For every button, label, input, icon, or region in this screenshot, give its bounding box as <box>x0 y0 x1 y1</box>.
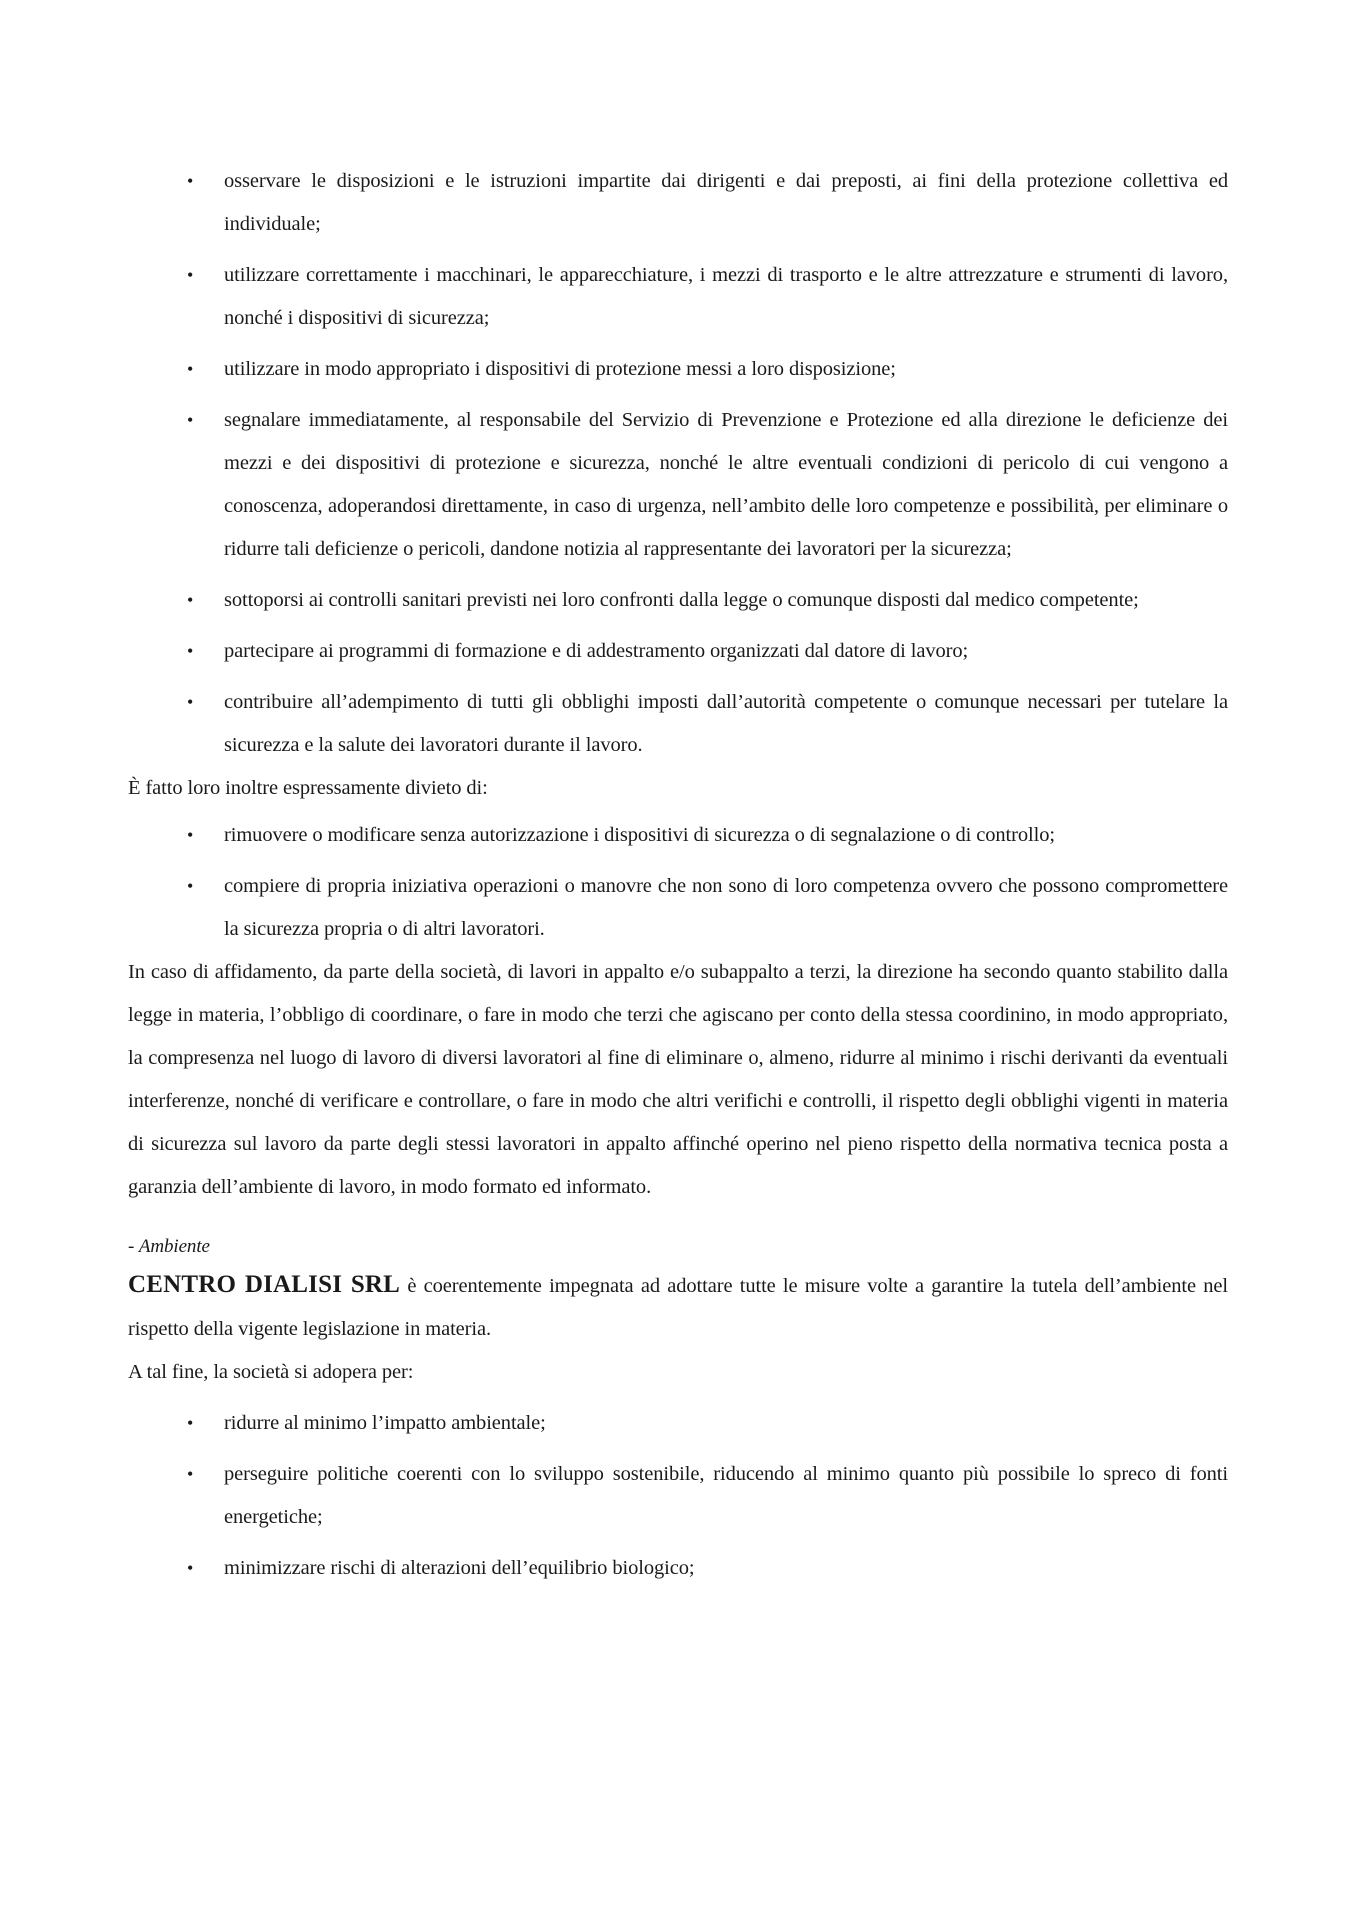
environment-list <box>128 1402 1228 1590</box>
list-item <box>128 865 1228 951</box>
list-item-text: utilizzare in modo appropriato i dispositivi di protezione messi a loro disposizione; <box>224 358 896 380</box>
list-item <box>128 1453 1228 1539</box>
bullet-icon: • <box>187 692 194 712</box>
list-item-text: partecipare ai programmi di formazione e di addestramento organizzati dal datore di lavoro; <box>224 640 969 662</box>
bullet-icon: • <box>187 590 194 610</box>
list-item <box>128 579 1228 622</box>
list-item-text: osservare le disposizioni e le istruzioni impartite dai dirigenti e dai preposti, ai fini della protezione collettiva ed individuale; <box>224 170 1228 235</box>
list-item <box>128 1547 1228 1590</box>
bullet-icon: • <box>187 876 194 896</box>
bullet-icon: • <box>187 1413 194 1433</box>
contracting-paragraph: In caso di affidamento, da parte della società, di lavori in appalto e/o subappalto a terzi, la direzione ha secondo quanto stabilito dalla legge in materia, l’obbligo di coordinare, o fare in modo che terzi che agiscano per conto della stessa coordinino, in modo appropriato, la compresenza nel luogo di lavoro di diversi lavoratori al fine di eliminare o, almeno, ridurre al minimo i rischi derivanti da eventuali interferenze, nonché di verificare e controllare, o fare in modo che altri verifichi e controlli, il rispetto degli obblighi vigenti in materia di sicurezza sul lavoro da parte degli stessi lavoratori in appalto affinché operino nel pieno rispetto della normativa tecnica posta a garanzia dell’ambiente di lavoro, in modo formato ed informato. <box>128 961 1228 1198</box>
environment-intro: A tal fine, la società si adopera per: <box>128 1361 414 1383</box>
prohibition-intro: È fatto loro inoltre espressamente divieto di: <box>128 777 488 799</box>
environment-paragraph <box>128 1263 1228 1351</box>
list-item-text: segnalare immediatamente, al responsabile del Servizio di Prevenzione e Protezione ed alla direzione le deficienze dei mezzi e dei dispositivi di protezione e sicurezza, nonché le altre eventuali condizioni di pericolo di cui vengono a conoscenza, adoperandosi direttamente, in caso di urgenza, nell’ambito delle loro competenze e possibilità, per eliminare o ridurre tali deficienze o pericoli, dandone notizia al rappresentante dei lavoratori per la sicurezza; <box>224 409 1228 560</box>
environment-paragraph-text: è coerentemente impegnata ad adottare tutte le misure volte a garantire la tutela dell’ambiente nel rispetto della vigente legislazione in materia. <box>128 1275 1228 1340</box>
list-item <box>128 399 1228 571</box>
bullet-icon: • <box>187 1464 194 1484</box>
bullet-icon: • <box>187 825 194 845</box>
list-item <box>128 160 1228 246</box>
bullet-icon: • <box>187 410 194 430</box>
list-item <box>128 814 1228 857</box>
section-heading <box>128 1231 1228 1263</box>
list-item-text: contribuire all’adempimento di tutti gli obblighi imposti dall’autorità competente o comunque necessari per tutelare la sicurezza e la salute dei lavoratori durante il lavoro. <box>224 691 1228 756</box>
prohibitions-list <box>128 814 1228 951</box>
list-item-text: rimuovere o modificare senza autorizzazione i dispositivi di sicurezza o di segnalazione o di controllo; <box>224 824 1055 846</box>
document-page <box>128 160 1228 1598</box>
list-item-text: minimizzare rischi di alterazioni dell’equilibrio biologico; <box>224 1557 695 1579</box>
bullet-icon: • <box>187 171 194 191</box>
section-dash: - <box>128 1236 139 1257</box>
list-item-text: compiere di propria iniziativa operazioni o manovre che non sono di loro competenza ovvero che possono compromettere la sicurezza propria o di altri lavoratori. <box>224 875 1228 940</box>
section-title: Ambiente <box>138 1236 210 1257</box>
company-name: CENTRO DIALISI SRL <box>128 1271 401 1298</box>
list-item <box>128 630 1228 673</box>
list-item <box>128 681 1228 767</box>
list-item-text: ridurre al minimo l’impatto ambientale; <box>224 1412 546 1434</box>
bullet-icon: • <box>187 359 194 379</box>
list-item <box>128 1402 1228 1445</box>
list-item-text: sottoporsi ai controlli sanitari previsti nei loro confronti dalla legge o comunque disposti dal medico competente; <box>224 589 1139 611</box>
bullet-icon: • <box>187 641 194 661</box>
obligations-list <box>128 160 1228 767</box>
list-item <box>128 348 1228 391</box>
list-item-text: perseguire politiche coerenti con lo sviluppo sostenibile, riducendo al minimo quanto più possibile lo spreco di fonti energetiche; <box>224 1463 1228 1528</box>
bullet-icon: • <box>187 1558 194 1578</box>
list-item <box>128 254 1228 340</box>
list-item-text: utilizzare correttamente i macchinari, le apparecchiature, i mezzi di trasporto e le altre attrezzature e strumenti di lavoro, nonché i dispositivi di sicurezza; <box>224 264 1228 329</box>
bullet-icon: • <box>187 265 194 285</box>
